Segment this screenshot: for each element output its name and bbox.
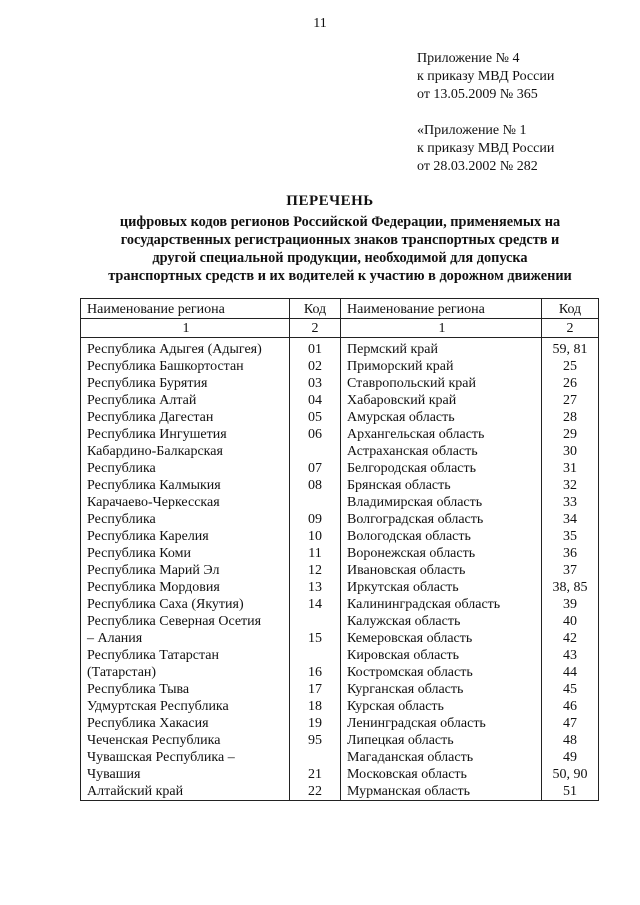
region-code: 47 [542, 715, 599, 732]
region-code [290, 749, 341, 766]
region-code: 13 [290, 579, 341, 596]
region-name: Ленинградская область [341, 715, 542, 732]
table-row [81, 664, 599, 681]
region-name: (Татарстан) [81, 664, 290, 681]
region-code: 27 [542, 392, 599, 409]
annex-line: к приказу МВД России [417, 69, 555, 84]
region-name: Курганская область [341, 681, 542, 698]
region-name: Вологодская область [341, 528, 542, 545]
region-name: Магаданская область [341, 749, 542, 766]
region-name: Кабардино-Балкарская [81, 443, 290, 460]
table-row [81, 341, 599, 358]
column-number: 2 [542, 319, 599, 338]
table-row [81, 613, 599, 630]
region-name: Республика Алтай [81, 392, 290, 409]
annex-line: «Приложение № 1 [417, 123, 527, 138]
region-name: Чувашская Республика – [81, 749, 290, 766]
region-code: 10 [290, 528, 341, 545]
table-row [81, 426, 599, 443]
region-code: 44 [542, 664, 599, 681]
region-name: Хабаровский край [341, 392, 542, 409]
column-number-row [81, 319, 599, 338]
region-code: 11 [290, 545, 341, 562]
region-code: 42 [542, 630, 599, 647]
region-code: 02 [290, 358, 341, 375]
table-row [81, 460, 599, 477]
region-code: 33 [542, 494, 599, 511]
region-code: 07 [290, 460, 341, 477]
header-code: Код [290, 299, 341, 319]
region-code: 30 [542, 443, 599, 460]
region-name: Республика [81, 460, 290, 477]
region-name: Республика Тыва [81, 681, 290, 698]
region-code: 16 [290, 664, 341, 681]
region-code: 21 [290, 766, 341, 783]
region-code: 19 [290, 715, 341, 732]
column-number: 1 [341, 319, 542, 338]
table-row [81, 630, 599, 647]
region-name: Чувашия [81, 766, 290, 783]
region-code: 31 [542, 460, 599, 477]
region-code: 43 [542, 647, 599, 664]
region-name: Московская область [341, 766, 542, 783]
subtitle-line: цифровых кодов регионов Российской Федерации, применяемых на [119, 214, 561, 230]
region-name: Республика Адыгея (Адыгея) [81, 341, 290, 358]
table-row [81, 749, 599, 766]
column-number: 1 [81, 319, 290, 338]
region-code: 17 [290, 681, 341, 698]
table-row [81, 443, 599, 460]
region-name: Астраханская область [341, 443, 542, 460]
region-code: 32 [542, 477, 599, 494]
region-code: 25 [542, 358, 599, 375]
region-code: 37 [542, 562, 599, 579]
region-name: Республика Мордовия [81, 579, 290, 596]
region-name: Республика Северная Осетия [81, 613, 290, 630]
region-code: 22 [290, 783, 341, 801]
region-name: Ставропольский край [341, 375, 542, 392]
region-name: Архангельская область [341, 426, 542, 443]
subtitle-line: транспортных средств и их водителей к участию в дорожном движении [108, 268, 572, 284]
region-code: 29 [542, 426, 599, 443]
region-code: 18 [290, 698, 341, 715]
header-region-name: Наименование региона [81, 299, 290, 319]
region-name: Республика Хакасия [81, 715, 290, 732]
region-name: Кировская область [341, 647, 542, 664]
region-code [290, 443, 341, 460]
region-name: Кемеровская область [341, 630, 542, 647]
table-row [81, 732, 599, 749]
region-name: Владимирская область [341, 494, 542, 511]
table-row [81, 715, 599, 732]
region-code: 39 [542, 596, 599, 613]
region-code: 46 [542, 698, 599, 715]
region-name: Республика Бурятия [81, 375, 290, 392]
region-name: Липецкая область [341, 732, 542, 749]
annex-block-current [417, 50, 554, 104]
region-code: 26 [542, 375, 599, 392]
table-row [81, 358, 599, 375]
table-row [81, 596, 599, 613]
region-code: 50, 90 [542, 766, 599, 783]
region-name: Пермский край [341, 341, 542, 358]
table-row [81, 545, 599, 562]
region-code: 40 [542, 613, 599, 630]
table-row [81, 528, 599, 545]
region-code: 09 [290, 511, 341, 528]
region-code: 95 [290, 732, 341, 749]
region-codes-table [80, 298, 599, 801]
region-code: 12 [290, 562, 341, 579]
region-name: Ивановская область [341, 562, 542, 579]
region-code: 15 [290, 630, 341, 647]
region-name: Республика Ингушетия [81, 426, 290, 443]
region-code [290, 613, 341, 630]
region-name: Республика Калмыкия [81, 477, 290, 494]
region-code: 34 [542, 511, 599, 528]
region-name: Иркутская область [341, 579, 542, 596]
region-code: 51 [542, 783, 599, 801]
table-row [81, 494, 599, 511]
table-row [81, 375, 599, 392]
region-code: 05 [290, 409, 341, 426]
region-name: Республика Татарстан [81, 647, 290, 664]
document-subtitle [80, 213, 600, 285]
region-name: Карачаево-Черкесская [81, 494, 290, 511]
region-name: Чеченская Республика [81, 732, 290, 749]
table-header-row [81, 299, 599, 319]
table-row [81, 766, 599, 783]
region-name: Мурманская область [341, 783, 542, 801]
table-row [81, 392, 599, 409]
region-name: Республика Башкортостан [81, 358, 290, 375]
annex-line: Приложение № 4 [417, 51, 520, 66]
region-code: 14 [290, 596, 341, 613]
subtitle-line: другой специальной продукции, необходимой для допуска [152, 250, 528, 266]
region-name: Калужская область [341, 613, 542, 630]
header-region-name: Наименование региона [341, 299, 542, 319]
region-name: Республика Карелия [81, 528, 290, 545]
region-name: Республика Коми [81, 545, 290, 562]
region-code: 08 [290, 477, 341, 494]
region-name: – Алания [81, 630, 290, 647]
region-name: Приморский край [341, 358, 542, 375]
table-row [81, 511, 599, 528]
region-name: Республика Дагестан [81, 409, 290, 426]
annex-line: от 28.03.2002 № 282 [417, 159, 538, 174]
annex-block-original [417, 122, 554, 176]
table-row [81, 579, 599, 596]
table-row [81, 477, 599, 494]
region-code: 48 [542, 732, 599, 749]
table-row [81, 562, 599, 579]
region-name: Республика [81, 511, 290, 528]
region-name: Воронежская область [341, 545, 542, 562]
region-code: 01 [290, 341, 341, 358]
region-code: 04 [290, 392, 341, 409]
region-name: Калининградская область [341, 596, 542, 613]
region-name: Костромская область [341, 664, 542, 681]
region-name: Алтайский край [81, 783, 290, 801]
table-row [81, 698, 599, 715]
table-row [81, 681, 599, 698]
region-name: Республика Марий Эл [81, 562, 290, 579]
region-code: 03 [290, 375, 341, 392]
region-code: 45 [542, 681, 599, 698]
annex-line: от 13.05.2009 № 365 [417, 87, 538, 102]
region-name: Республика Саха (Якутия) [81, 596, 290, 613]
region-code: 38, 85 [542, 579, 599, 596]
region-code [290, 494, 341, 511]
region-name: Белгородская область [341, 460, 542, 477]
table-row [81, 409, 599, 426]
region-code: 59, 81 [542, 341, 599, 358]
region-code: 49 [542, 749, 599, 766]
region-code: 06 [290, 426, 341, 443]
region-name: Курская область [341, 698, 542, 715]
table-row [81, 647, 599, 664]
table-row [81, 783, 599, 801]
annex-line: к приказу МВД России [417, 141, 555, 156]
region-code [290, 647, 341, 664]
region-name: Волгоградская область [341, 511, 542, 528]
region-name: Брянская область [341, 477, 542, 494]
region-name: Удмуртская Республика [81, 698, 290, 715]
region-code: 36 [542, 545, 599, 562]
document-title: ПЕРЕЧЕНЬ [286, 193, 374, 209]
region-code: 28 [542, 409, 599, 426]
page-number: 11 [313, 16, 327, 31]
region-name: Амурская область [341, 409, 542, 426]
header-code: Код [542, 299, 599, 319]
column-number: 2 [290, 319, 341, 338]
region-code: 35 [542, 528, 599, 545]
subtitle-line: государственных регистрационных знаков транспортных средств и [120, 232, 560, 248]
